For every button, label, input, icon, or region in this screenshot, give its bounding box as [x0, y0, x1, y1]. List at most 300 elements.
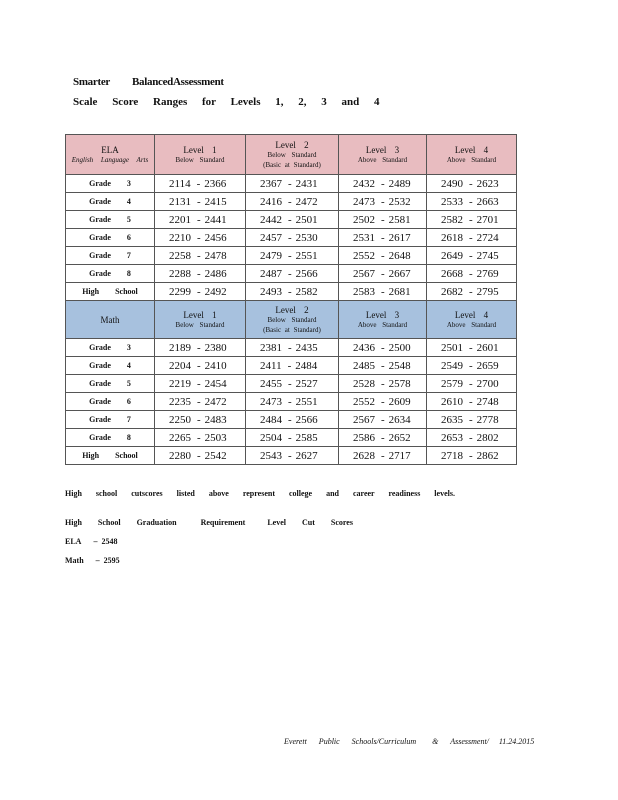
- math-cut-score: [65, 556, 120, 565]
- range-dash: -: [381, 395, 385, 408]
- level-name: Level 3: [365, 309, 400, 320]
- range-high: 2648: [388, 249, 411, 262]
- range-high: 2748: [476, 395, 499, 408]
- score-range-cell: [339, 411, 427, 429]
- score-range-cell: [246, 283, 339, 301]
- grade-label: Grade 6: [66, 393, 155, 411]
- range-low: 2258: [169, 249, 191, 262]
- score-range-cell: [155, 193, 246, 211]
- range-low: 2219: [169, 377, 191, 390]
- level-name: Level 1: [183, 144, 217, 155]
- range-low: 2265: [169, 431, 191, 444]
- range-high: 2478: [204, 249, 227, 262]
- range-low: 2484: [260, 413, 282, 426]
- score-range-cell: [155, 357, 246, 375]
- range-high: 2501: [295, 213, 318, 226]
- grade-label: Grade 5: [66, 211, 155, 229]
- range-dash: -: [288, 449, 292, 462]
- level-desc: Below Standard: [267, 150, 317, 159]
- ela-cut-value: 2548: [101, 537, 118, 546]
- range-high: 2492: [204, 285, 227, 298]
- range-high: 2527: [295, 377, 318, 390]
- range-low: 2485: [353, 359, 375, 372]
- ela-level-2-header: [246, 135, 339, 175]
- range-dash: -: [381, 267, 385, 280]
- range-dash: -: [287, 359, 292, 372]
- grade-label: Grade 6: [66, 229, 155, 247]
- grade-label: Grade 3: [66, 339, 155, 357]
- grade-label: High School: [66, 283, 155, 301]
- score-range-cell: [427, 247, 517, 265]
- level-note: (Basic at Standard): [263, 325, 321, 334]
- range-dash: -: [288, 431, 292, 444]
- score-range-cell: [155, 229, 246, 247]
- range-dash: -: [469, 285, 473, 298]
- math-section: [66, 301, 517, 465]
- score-range-cell: [246, 411, 339, 429]
- range-low: 2432: [353, 177, 375, 190]
- range-high: 2472: [204, 395, 227, 408]
- range-dash: -: [288, 249, 292, 262]
- range-dash: -: [197, 285, 201, 298]
- grade-label: Grade 5: [66, 375, 155, 393]
- level-desc: Above Standard: [357, 155, 408, 164]
- range-low: 2416: [260, 195, 282, 208]
- range-dash: -: [288, 413, 292, 426]
- table-row: [66, 229, 517, 247]
- range-high: 2795: [476, 285, 499, 298]
- range-dash: -: [381, 431, 385, 444]
- score-range-cell: [339, 429, 427, 447]
- range-high: 2410: [204, 359, 227, 372]
- level-name: Level 1: [183, 309, 217, 320]
- range-dash: -: [197, 431, 201, 444]
- range-dash: -: [197, 395, 201, 408]
- range-dash: -: [469, 341, 473, 354]
- range-dash: -: [469, 177, 473, 190]
- level-name: Level 4: [454, 144, 489, 155]
- range-high: 2380: [204, 341, 227, 354]
- range-dash: -: [288, 231, 292, 244]
- range-high: 2456: [204, 231, 227, 244]
- table-row: [66, 247, 517, 265]
- range-low: 2549: [441, 359, 463, 372]
- range-low: 2436: [353, 341, 375, 354]
- range-dash: -: [381, 195, 385, 208]
- range-high: 2548: [388, 359, 411, 372]
- score-range-cell: [339, 283, 427, 301]
- math-level-2-header: [246, 301, 339, 339]
- range-low: 2299: [169, 285, 191, 298]
- document-title: [73, 76, 224, 88]
- score-range-cell: [427, 411, 517, 429]
- range-dash: -: [197, 195, 201, 208]
- range-low: 2487: [260, 267, 282, 280]
- score-range-cell: [339, 247, 427, 265]
- score-range-cell: [339, 265, 427, 283]
- range-dash: -: [197, 249, 201, 262]
- range-low: 2250: [169, 413, 191, 426]
- range-low: 2586: [353, 431, 375, 444]
- range-low: 2628: [353, 449, 375, 462]
- range-high: 2483: [204, 413, 227, 426]
- level-note: (Basic at Standard): [263, 160, 321, 169]
- hs-graduation-label: High School Graduation: [65, 518, 177, 527]
- table-row: [66, 339, 517, 357]
- range-high: 2769: [476, 267, 499, 280]
- range-high: 2745: [476, 249, 499, 262]
- table-row: [66, 375, 517, 393]
- range-dash: -: [197, 213, 201, 226]
- range-low: 2235: [169, 395, 191, 408]
- score-range-cell: [155, 247, 246, 265]
- range-high: 2366: [204, 177, 227, 190]
- level-desc: Below Standard: [175, 320, 225, 329]
- range-high: 2454: [204, 377, 227, 390]
- range-dash: -: [381, 413, 385, 426]
- range-dash: -: [469, 231, 473, 244]
- hs-graduation-heading: [65, 518, 353, 527]
- range-high: 2441: [204, 213, 227, 226]
- score-range-cell: [339, 193, 427, 211]
- range-high: 2566: [295, 267, 318, 280]
- hs-requirement-label: Requirement: [200, 518, 246, 527]
- range-low: 2501: [441, 341, 463, 354]
- range-dash: -: [197, 341, 201, 354]
- range-high: 2566: [295, 413, 318, 426]
- title-smarter: Smarter: [73, 76, 110, 88]
- score-range-cell: [155, 283, 246, 301]
- range-low: 2280: [169, 449, 191, 462]
- range-dash: -: [469, 395, 473, 408]
- range-low: 2567: [353, 267, 375, 280]
- score-range-cell: [339, 229, 427, 247]
- range-low: 2502: [353, 213, 375, 226]
- range-high: 2431: [295, 177, 318, 190]
- range-dash: -: [197, 267, 201, 280]
- score-range-cell: [155, 375, 246, 393]
- range-high: 2472: [295, 195, 318, 208]
- score-range-cell: [155, 211, 246, 229]
- score-range-cell: [339, 447, 427, 465]
- range-high: 2484: [295, 359, 318, 372]
- ela-subject-sublabel: English Language Arts: [71, 155, 149, 164]
- range-high: 2530: [295, 231, 318, 244]
- range-low: 2682: [441, 285, 463, 298]
- score-range-cell: [427, 393, 517, 411]
- range-dash: -: [381, 449, 385, 462]
- score-range-cell: [155, 265, 246, 283]
- math-subject-label: Math: [100, 314, 120, 325]
- range-high: 2542: [204, 449, 227, 462]
- score-range-cell: [246, 211, 339, 229]
- range-high: 2503: [204, 431, 227, 444]
- range-low: 2473: [260, 395, 282, 408]
- ela-cut-score: [65, 537, 117, 546]
- score-range-cell: [246, 193, 339, 211]
- range-low: 2579: [441, 377, 463, 390]
- range-high: 2667: [388, 267, 411, 280]
- score-range-cell: [427, 339, 517, 357]
- score-range-cell: [246, 393, 339, 411]
- ela-level-3-header: [339, 135, 427, 175]
- range-dash: -: [288, 395, 292, 408]
- range-dash: -: [469, 413, 473, 426]
- range-dash: -: [469, 377, 473, 390]
- range-low: 2552: [353, 249, 375, 262]
- level-name: Level 2: [275, 304, 309, 315]
- math-level-1-header: [155, 301, 246, 339]
- range-low: 2381: [260, 341, 282, 354]
- level-name: Level 3: [365, 144, 400, 155]
- scale-score-table: [65, 134, 517, 465]
- table-row: [66, 429, 517, 447]
- ela-cut-label: ELA: [65, 537, 82, 546]
- ela-level-1-header: [155, 135, 246, 175]
- range-low: 2618: [441, 231, 463, 244]
- grade-label: Grade 4: [66, 193, 155, 211]
- range-low: 2479: [260, 249, 282, 262]
- range-low: 2114: [169, 177, 191, 190]
- range-low: 2552: [353, 395, 375, 408]
- range-dash: -: [381, 377, 385, 390]
- range-low: 2457: [260, 231, 282, 244]
- range-high: 2585: [295, 431, 318, 444]
- score-range-cell: [246, 229, 339, 247]
- score-range-cell: [155, 175, 246, 193]
- range-high: 2681: [388, 285, 411, 298]
- table-row: [66, 393, 517, 411]
- score-range-cell: [427, 283, 517, 301]
- level-desc: Above Standard: [446, 320, 497, 329]
- grade-label: Grade 4: [66, 357, 155, 375]
- level-name: Level 2: [275, 139, 309, 150]
- range-low: 2201: [169, 213, 191, 226]
- level-desc: Below Standard: [267, 315, 317, 324]
- score-range-cell: [427, 229, 517, 247]
- range-dash: -: [196, 177, 201, 190]
- cutscore-note: High school cutscores listed above represent college and career readiness levels.: [65, 489, 455, 498]
- level-name: Level 4: [454, 309, 489, 320]
- range-dash: -: [288, 267, 292, 280]
- range-dash: -: [288, 341, 292, 354]
- score-range-cell: [155, 429, 246, 447]
- score-range-cell: [246, 447, 339, 465]
- table-row: [66, 175, 517, 193]
- range-dash: -: [469, 213, 473, 226]
- range-high: 2659: [476, 359, 499, 372]
- ela-level-4-header: [427, 135, 517, 175]
- range-dash: -: [469, 431, 473, 444]
- ela-header-row: [66, 135, 517, 175]
- range-low: 2543: [260, 449, 282, 462]
- range-dash: -: [381, 213, 385, 226]
- grade-label: Grade 8: [66, 265, 155, 283]
- footer-dept: & Assessment/: [432, 737, 489, 746]
- range-dash: -: [469, 267, 473, 280]
- range-dash: -: [381, 285, 385, 298]
- math-header-row: [66, 301, 517, 339]
- math-subject-header: [66, 301, 155, 339]
- range-low: 2582: [441, 213, 463, 226]
- range-dash: -: [288, 213, 292, 226]
- score-range-cell: [155, 339, 246, 357]
- range-high: 2617: [388, 231, 411, 244]
- range-low: 2288: [169, 267, 191, 280]
- ela-section: [66, 135, 517, 301]
- math-cut-value: 2595: [103, 556, 120, 565]
- title-balanced-assessment: BalancedAssessment: [132, 76, 224, 88]
- range-high: 2724: [476, 231, 499, 244]
- grade-label: Grade 7: [66, 411, 155, 429]
- score-range-cell: [339, 357, 427, 375]
- grade-label: High School: [66, 447, 155, 465]
- math-cut-dash: –: [95, 556, 100, 565]
- score-range-cell: [427, 429, 517, 447]
- range-high: 2578: [388, 377, 411, 390]
- footer-org: Everett Public Schools/Curriculum: [284, 737, 417, 746]
- range-high: 2862: [476, 449, 499, 462]
- range-dash: -: [381, 177, 385, 190]
- score-range-cell: [339, 211, 427, 229]
- range-high: 2489: [388, 177, 411, 190]
- score-range-cell: [427, 357, 517, 375]
- range-low: 2504: [260, 431, 282, 444]
- score-range-cell: [427, 193, 517, 211]
- math-cut-label: Math: [65, 556, 84, 565]
- range-low: 2189: [169, 341, 191, 354]
- range-high: 2652: [388, 431, 411, 444]
- math-level-3-header: [339, 301, 427, 339]
- score-range-cell: [339, 339, 427, 357]
- range-high: 2663: [476, 195, 499, 208]
- range-high: 2623: [476, 177, 499, 190]
- range-low: 2210: [169, 231, 191, 244]
- score-range-cell: [339, 375, 427, 393]
- range-dash: -: [469, 449, 473, 462]
- range-high: 2701: [476, 213, 499, 226]
- range-low: 2455: [260, 377, 282, 390]
- level-desc: Above Standard: [357, 320, 408, 329]
- range-high: 2609: [388, 395, 411, 408]
- grade-label: Grade 7: [66, 247, 155, 265]
- range-low: 2528: [353, 377, 375, 390]
- range-high: 2532: [388, 195, 411, 208]
- range-low: 2367: [260, 177, 282, 190]
- range-low: 2493: [260, 285, 282, 298]
- table-row: [66, 283, 517, 301]
- range-high: 2551: [295, 249, 318, 262]
- ela-subject-header: [66, 135, 155, 175]
- range-low: 2610: [441, 395, 463, 408]
- range-low: 2473: [353, 195, 375, 208]
- range-low: 2533: [441, 195, 463, 208]
- range-dash: -: [469, 195, 473, 208]
- table-row: [66, 447, 517, 465]
- score-range-cell: [427, 175, 517, 193]
- range-low: 2668: [441, 267, 463, 280]
- range-dash: -: [197, 377, 201, 390]
- range-high: 2634: [388, 413, 411, 426]
- footer-date: 11.24.2015: [498, 737, 535, 746]
- range-dash: -: [381, 249, 385, 262]
- range-high: 2415: [204, 195, 227, 208]
- table-row: [66, 193, 517, 211]
- page-footer: [284, 737, 534, 746]
- range-high: 2582: [295, 285, 318, 298]
- score-range-cell: [339, 175, 427, 193]
- score-range-cell: [246, 429, 339, 447]
- table-row: [66, 357, 517, 375]
- range-high: 2601: [476, 341, 499, 354]
- range-dash: -: [288, 285, 292, 298]
- range-low: 2649: [441, 249, 463, 262]
- range-dash: -: [288, 195, 292, 208]
- range-low: 2583: [353, 285, 375, 298]
- score-range-cell: [246, 375, 339, 393]
- score-range-cell: [339, 393, 427, 411]
- math-level-4-header: [427, 301, 517, 339]
- range-dash: -: [288, 177, 292, 190]
- range-dash: -: [381, 231, 385, 244]
- score-range-cell: [246, 175, 339, 193]
- range-low: 2653: [441, 431, 463, 444]
- level-desc: Above Standard: [446, 155, 497, 164]
- score-range-cell: [427, 211, 517, 229]
- range-low: 2718: [441, 449, 463, 462]
- range-low: 2567: [353, 413, 375, 426]
- range-high: 2627: [295, 449, 318, 462]
- document-subtitle: Scale Score Ranges for Levels 1, 2, 3 and 4: [73, 96, 380, 108]
- grade-label: Grade 8: [66, 429, 155, 447]
- range-high: 2486: [204, 267, 227, 280]
- range-high: 2551: [295, 395, 318, 408]
- range-high: 2717: [388, 449, 411, 462]
- range-low: 2490: [441, 177, 463, 190]
- score-range-cell: [427, 375, 517, 393]
- table-row: [66, 411, 517, 429]
- score-range-cell: [427, 447, 517, 465]
- score-range-cell: [246, 265, 339, 283]
- range-high: 2500: [388, 341, 411, 354]
- level-desc: Below Standard: [175, 155, 225, 164]
- range-dash: -: [381, 341, 385, 354]
- range-low: 2131: [169, 195, 191, 208]
- score-range-cell: [246, 247, 339, 265]
- range-dash: -: [469, 249, 473, 262]
- range-dash: -: [197, 231, 201, 244]
- ela-subject-label: ELA: [101, 144, 119, 155]
- table-row: [66, 211, 517, 229]
- hs-cut-scores-label: Level Cut Scores: [267, 518, 353, 527]
- range-high: 2802: [476, 431, 499, 444]
- range-high: 2435: [295, 341, 318, 354]
- range-dash: -: [197, 449, 201, 462]
- score-range-cell: [155, 411, 246, 429]
- range-dash: -: [197, 359, 201, 372]
- range-dash: -: [469, 359, 473, 372]
- range-low: 2442: [260, 213, 282, 226]
- score-range-cell: [246, 339, 339, 357]
- range-dash: -: [197, 413, 201, 426]
- range-low: 2531: [353, 231, 375, 244]
- score-range-cell: [246, 357, 339, 375]
- range-low: 2204: [169, 359, 191, 372]
- ela-cut-dash: –: [93, 537, 98, 546]
- range-high: 2700: [476, 377, 499, 390]
- range-dash: -: [381, 359, 385, 372]
- range-dash: -: [288, 377, 292, 390]
